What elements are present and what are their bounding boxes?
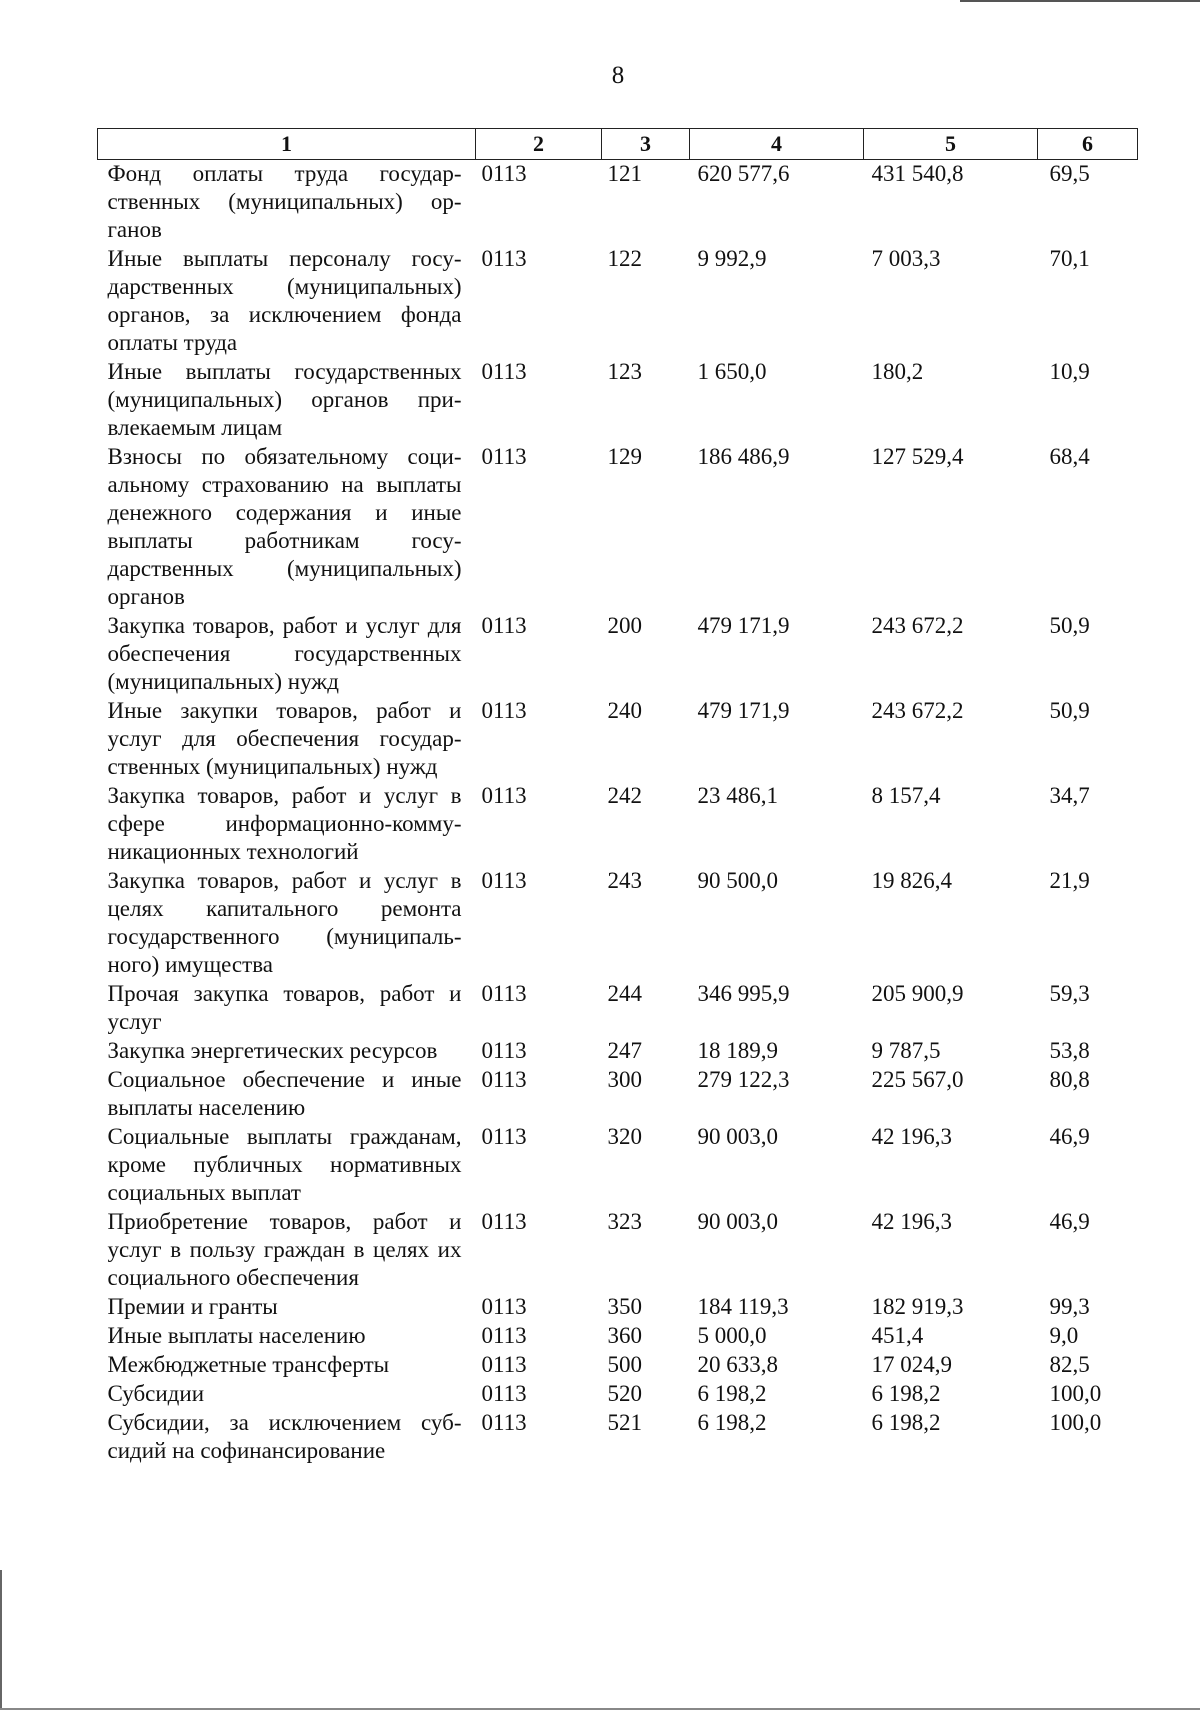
row-name-cell: Иные выплаты государственных (муниципальных) органов привлекаемым лицам <box>107 359 462 440</box>
table-row <box>98 1322 1138 1351</box>
table-row <box>98 1351 1138 1380</box>
row-plan-amount-cell: 279 122,3 <box>697 1067 790 1092</box>
row-name-cell: Субсидии, за исключением субсидий на софинансирование <box>107 1410 462 1463</box>
row-section-cell: 0113 <box>481 161 527 186</box>
row-fact-amount-cell: 182 919,3 <box>871 1294 964 1319</box>
header-row <box>98 129 1138 160</box>
row-name-cell: Приобретение товаров, работ и услуг в пользу граждан в целях их социального обеспечения <box>107 1209 462 1290</box>
column-header-5: 5 <box>864 129 1038 160</box>
row-plan-amount-cell: 620 577,6 <box>697 161 790 186</box>
row-section-cell: 0113 <box>481 1124 527 1149</box>
row-percent-cell: 82,5 <box>1049 1352 1090 1377</box>
scan-edge-line <box>0 1708 1200 1710</box>
row-plan-amount-cell: 346 995,9 <box>697 981 790 1006</box>
row-plan-amount-cell: 90 003,0 <box>697 1124 778 1149</box>
row-percent-cell: 53,8 <box>1049 1038 1090 1063</box>
row-name-cell: Премии и гранты <box>107 1294 278 1319</box>
row-plan-amount-cell: 23 486,1 <box>697 783 778 808</box>
row-name-cell: Социальное обеспечение и иные выплаты населению <box>107 1067 462 1120</box>
row-plan-amount-cell: 479 171,9 <box>697 613 790 638</box>
row-percent-cell: 9,0 <box>1049 1323 1079 1348</box>
row-percent-cell: 99,3 <box>1049 1294 1090 1319</box>
row-section-cell: 0113 <box>481 444 527 469</box>
row-section-cell: 0113 <box>481 1038 527 1063</box>
row-expense-type-cell: 360 <box>607 1323 642 1348</box>
row-plan-amount-cell: 20 633,8 <box>697 1352 778 1377</box>
row-name-cell: Субсидии <box>107 1381 205 1406</box>
table-row <box>98 1380 1138 1409</box>
row-name-cell: Прочая закупка товаров, работ и услуг <box>107 981 462 1034</box>
row-plan-amount-cell: 479 171,9 <box>697 698 790 723</box>
row-fact-amount-cell: 8 157,4 <box>871 783 941 808</box>
row-name-cell: Закупка энергетических ресурсов <box>107 1038 438 1063</box>
row-plan-amount-cell: 9 992,9 <box>697 246 767 271</box>
row-plan-amount-cell: 186 486,9 <box>697 444 790 469</box>
row-section-cell: 0113 <box>481 1067 527 1092</box>
row-fact-amount-cell: 42 196,3 <box>871 1209 952 1234</box>
row-plan-amount-cell: 90 500,0 <box>697 868 778 893</box>
row-section-cell: 0113 <box>481 1323 527 1348</box>
row-percent-cell: 69,5 <box>1049 161 1090 186</box>
row-expense-type-cell: 244 <box>607 981 642 1006</box>
table-row <box>98 867 1138 980</box>
row-expense-type-cell: 521 <box>607 1410 642 1435</box>
row-expense-type-cell: 520 <box>607 1381 642 1406</box>
row-fact-amount-cell: 431 540,8 <box>871 161 964 186</box>
row-section-cell: 0113 <box>481 1410 527 1435</box>
row-plan-amount-cell: 5 000,0 <box>697 1323 767 1348</box>
row-name-cell: Закупка товаров, работ и услуг в целях капитального ремонта государственного (муниципального) имущества <box>107 868 462 977</box>
row-section-cell: 0113 <box>481 1352 527 1377</box>
row-fact-amount-cell: 17 024,9 <box>871 1352 952 1377</box>
table-row <box>98 1293 1138 1322</box>
page-number: 8 <box>611 62 625 89</box>
row-name-cell: Межбюджетные трансферты <box>107 1352 390 1377</box>
row-name-cell: Иные закупки товаров, работ и услуг для обеспечения государственных (муниципальных) нужд <box>107 698 462 779</box>
table-row <box>98 1123 1138 1208</box>
row-fact-amount-cell: 180,2 <box>871 359 924 384</box>
row-percent-cell: 59,3 <box>1049 981 1090 1006</box>
scan-edge-line <box>960 0 1200 2</box>
row-plan-amount-cell: 184 119,3 <box>697 1294 789 1319</box>
budget-table <box>97 128 1138 1466</box>
row-name-cell: Иные выплаты персоналу государственных (муниципальных) органов, за исключением фонда оплаты труда <box>107 246 462 355</box>
row-percent-cell: 70,1 <box>1049 246 1090 271</box>
table-row <box>98 1066 1138 1123</box>
row-expense-type-cell: 300 <box>607 1067 642 1092</box>
row-name-cell: Фонд оплаты труда государственных (муниципальных) органов <box>107 161 462 242</box>
row-fact-amount-cell: 205 900,9 <box>871 981 964 1006</box>
row-percent-cell: 34,7 <box>1049 783 1090 808</box>
table-row <box>98 443 1138 612</box>
row-expense-type-cell: 247 <box>607 1038 642 1063</box>
table-body <box>98 160 1138 1467</box>
table-row <box>98 612 1138 697</box>
row-percent-cell: 21,9 <box>1049 868 1090 893</box>
row-fact-amount-cell: 127 529,4 <box>871 444 964 469</box>
row-name-cell: Социальные выплаты гражданам, кроме публичных нормативных социальных выплат <box>107 1124 462 1205</box>
row-section-cell: 0113 <box>481 359 527 384</box>
row-fact-amount-cell: 6 198,2 <box>871 1410 941 1435</box>
row-expense-type-cell: 350 <box>607 1294 642 1319</box>
row-fact-amount-cell: 6 198,2 <box>871 1381 941 1406</box>
row-percent-cell: 80,8 <box>1049 1067 1090 1092</box>
row-expense-type-cell: 242 <box>607 783 642 808</box>
scan-edge-line <box>0 1570 2 1710</box>
row-section-cell: 0113 <box>481 613 527 638</box>
table-row <box>98 980 1138 1037</box>
row-expense-type-cell: 129 <box>607 444 642 469</box>
table-row <box>98 160 1138 246</box>
table-row <box>98 1037 1138 1066</box>
row-percent-cell: 68,4 <box>1049 444 1090 469</box>
row-section-cell: 0113 <box>481 981 527 1006</box>
column-header-2: 2 <box>476 129 602 160</box>
row-expense-type-cell: 500 <box>607 1352 642 1377</box>
row-section-cell: 0113 <box>481 783 527 808</box>
row-fact-amount-cell: 243 672,2 <box>871 698 964 723</box>
row-plan-amount-cell: 6 198,2 <box>697 1381 767 1406</box>
row-fact-amount-cell: 42 196,3 <box>871 1124 952 1149</box>
row-name-cell: Закупка товаров, работ и услуг для обеспечения государственных (муниципальных) нужд <box>107 613 462 694</box>
column-header-6: 6 <box>1038 129 1138 160</box>
row-fact-amount-cell: 451,4 <box>871 1323 924 1348</box>
row-percent-cell: 100,0 <box>1049 1381 1102 1406</box>
row-expense-type-cell: 123 <box>607 359 642 384</box>
row-expense-type-cell: 323 <box>607 1209 642 1234</box>
row-plan-amount-cell: 1 650,0 <box>697 359 767 384</box>
table-row <box>98 782 1138 867</box>
row-section-cell: 0113 <box>481 246 527 271</box>
row-percent-cell: 46,9 <box>1049 1209 1090 1234</box>
row-percent-cell: 10,9 <box>1049 359 1090 384</box>
row-percent-cell: 100,0 <box>1049 1410 1102 1435</box>
table-row <box>98 1409 1138 1466</box>
table-row <box>98 358 1138 443</box>
row-name-cell: Закупка товаров, работ и услуг в сфере информационно-коммуникационных технологий <box>107 783 462 864</box>
row-name-cell: Взносы по обязательному социальному страхованию на выплаты денежного содержания и иные выплаты работникам государственных (муниципальных) органов <box>107 444 462 609</box>
row-fact-amount-cell: 9 787,5 <box>871 1038 941 1063</box>
row-section-cell: 0113 <box>481 1381 527 1406</box>
row-expense-type-cell: 200 <box>607 613 642 638</box>
row-fact-amount-cell: 225 567,0 <box>871 1067 964 1092</box>
row-fact-amount-cell: 19 826,4 <box>871 868 952 893</box>
row-name-cell: Иные выплаты населению <box>107 1323 366 1348</box>
table-row <box>98 245 1138 358</box>
row-expense-type-cell: 122 <box>607 246 642 271</box>
row-plan-amount-cell: 90 003,0 <box>697 1209 778 1234</box>
row-fact-amount-cell: 243 672,2 <box>871 613 964 638</box>
table-row <box>98 1208 1138 1293</box>
column-header-1: 1 <box>98 129 476 160</box>
row-plan-amount-cell: 6 198,2 <box>697 1410 767 1435</box>
row-section-cell: 0113 <box>481 698 527 723</box>
row-percent-cell: 50,9 <box>1049 698 1090 723</box>
column-header-4: 4 <box>690 129 864 160</box>
row-expense-type-cell: 240 <box>607 698 642 723</box>
row-expense-type-cell: 320 <box>607 1124 642 1149</box>
row-expense-type-cell: 243 <box>607 868 642 893</box>
table-row <box>98 697 1138 782</box>
row-plan-amount-cell: 18 189,9 <box>697 1038 778 1063</box>
row-fact-amount-cell: 7 003,3 <box>871 246 941 271</box>
row-expense-type-cell: 121 <box>607 161 642 186</box>
row-percent-cell: 46,9 <box>1049 1124 1090 1149</box>
row-section-cell: 0113 <box>481 1294 527 1319</box>
row-section-cell: 0113 <box>481 1209 527 1234</box>
row-section-cell: 0113 <box>481 868 527 893</box>
row-percent-cell: 50,9 <box>1049 613 1090 638</box>
column-header-3: 3 <box>602 129 690 160</box>
